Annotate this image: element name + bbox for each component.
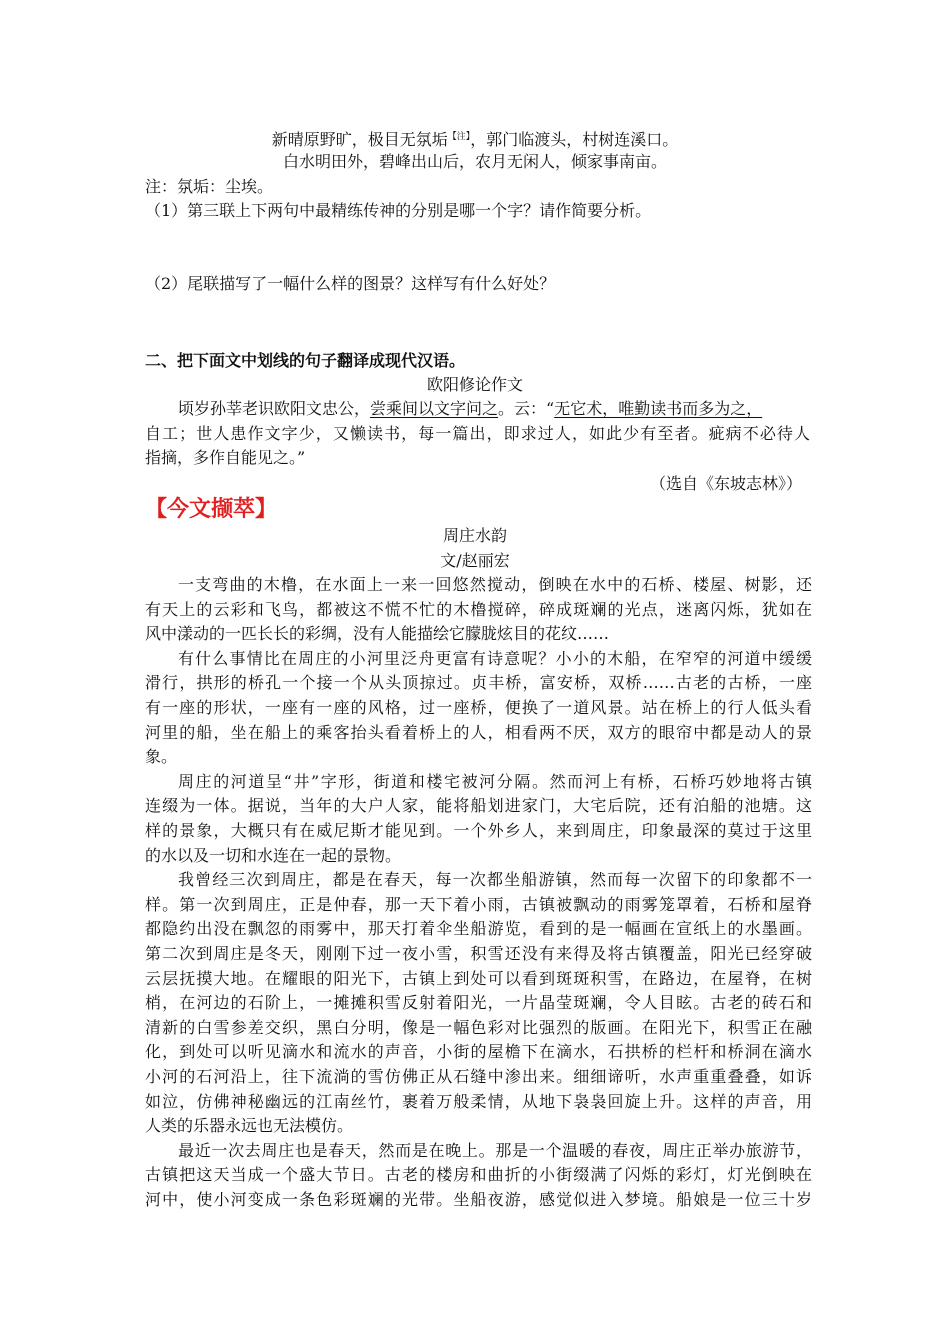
poem-line-1-part-a: 新晴原野旷，极目无氛垢 [271,130,448,149]
article-line [145,894,812,916]
article-author: 文/赵丽宏 [440,551,510,570]
article-line-text: 都隐约出没在飘忽的雨雾中，那天打着伞坐船游览，看到的是一幅画在宣纸上的水墨画。 [145,919,812,939]
article-line [145,1115,812,1137]
article-line [178,648,812,670]
article-line [178,771,812,793]
section-2-line-3: 指摘，多作自能见之。” [145,448,306,467]
question-1: （1）第三联上下两句中最精练传神的分别是哪一个字？请作简要分析。 [145,201,652,220]
underlined-sentence-2: 无它术，唯勤读书而多为之， [554,399,763,418]
section-2-heading: 二、把下面文中划线的句子翻译成现代汉语。 [145,351,466,370]
text-run: 顷岁孙莘老识欧阳文忠公， [178,399,371,418]
article-line-text: 风中漾动的一匹长长的彩绸，没有人能描绘它朦胧炫目的花纹…… [145,624,610,644]
annotation-marker: 【注】 [447,132,471,142]
article-line [145,1017,812,1039]
section-2-title: 欧阳修论作文 [426,375,523,394]
article-line [145,623,812,645]
poem-line-1-part-b: ，郭门临渡头，村树连溪口。 [470,130,679,149]
article-line [145,1041,812,1063]
article-line-text: 云层抚摸大地。在耀眼的阳光下，古镇上到处可以看到斑斑积雪，在路边，在屋脊，在树 [145,968,812,988]
article-line-text: 化，到处可以听见滴水和流水的声音，小街的屋檐下在滴水，石拱桥的栏杆和桥洞在滴水 [145,1042,812,1062]
article-line [145,820,812,842]
article-line-text: 最近一次去周庄也是春天，然而是在晚上。那是一个温暖的春夜，周庄正举办旅游节， [178,1140,812,1160]
article-line [145,1189,812,1211]
article-line-text: 样的景象，大概只有在威尼斯才能见到。一个外乡人，来到周庄，印象最深的莫过于这里 [145,821,812,840]
article-line-text: 一支弯曲的木橹，在水面上一来一回悠然搅动，倒映在水中的石桥、楼屋、树影，还 [178,575,812,594]
question-2: （2）尾联描写了一幅什么样的图景？这样写有什么好处？ [145,274,556,293]
article-line [145,845,812,867]
article-line-text: 有什么事情比在周庄的小河里泛舟更富有诗意呢？小小的木船，在窄窄的河道中缓缓 [178,648,812,668]
underlined-sentence-1: 尝乘间以文字问之 [370,399,499,418]
section-2-line-2 [145,423,810,445]
text-run: 自工；世人患作文字少，又懒读书，每一篇出，即求过人，如此少有至者。疵病不必待人 [145,424,810,443]
article-line-text: 连缀为一体。据说，当年的大户人家，能将船划进家门，大宅后院，还有泊船的池塘。这 [145,796,812,816]
article-line-text: 我曾经三次到周庄，都是在春天，每一次都坐船游镇，然而每一次留下的印象都不一 [178,870,812,890]
article-line-text: 清新的白雪参差交织，黑白分明，像是一幅色彩对比强烈的版画。在阳光下，积雪正在融 [145,1017,812,1037]
article-line-text: 滑行，拱形的桥孔一个接一个从头顶掠过。贞丰桥，富安桥，双桥……古老的古桥，一座 [145,673,812,693]
article-line [145,992,812,1014]
article-line-text: 河中，使小河变成一条色彩斑斓的光带。坐船夜游，感觉似进入梦境。船娘是一位三十岁 [145,1190,812,1209]
article-line [145,599,812,621]
article-line-text: 有一座的形状，一座有一座的风格，过一座桥，便换了一道风景。站在桥上的行人低头看 [145,698,812,717]
article-line-text: 有天上的云彩和飞鸟，都被这不慌不忙的木橹搅碎，碎成斑斓的光点，迷离闪烁，犹如在 [145,599,812,619]
article-line-text: 梢，在河边的石阶上，一摊摊积雪反射着阳光，一片晶莹斑斓，令人目眩。古老的砖石和 [145,993,812,1013]
section-2-line-1 [178,398,812,420]
article-line-text: 人类的乐器永远也无法模仿。 [145,1116,354,1136]
article-line-text: 第二次到周庄是冬天，刚刚下过一夜小雪，积雪还没有来得及将古镇覆盖，阳光已经穿破 [145,944,812,963]
article-line-text: 古镇把这天当成一个盛大节日。古老的楼房和曲折的小街缀满了闪烁的彩灯，灯光倒映在 [145,1165,812,1185]
article-line [178,574,812,596]
section-2-source: （选自《东坡志林》） [649,474,802,493]
article-line [145,697,812,719]
article-line [145,722,812,744]
article-line [145,1164,812,1186]
article-line-text: 小河的石河沿上，往下流淌的雪仿佛正从石缝中渗出来。细细谛听，水声重重叠叠，如诉 [145,1067,812,1086]
poem-line-2: 白水明田外，碧峰出山后，农月无闲人，倾家事南亩。 [282,152,667,171]
article-line-text: 象。 [145,747,178,767]
poem-note: 注：氛垢：尘埃。 [145,177,274,196]
article-line [145,968,812,990]
article-line [145,1066,812,1088]
section-3-heading: 【今文撷萃】 [145,497,278,522]
article-line [145,746,812,768]
poem-line-1 [0,126,950,151]
article-line [145,1091,812,1113]
article-line [178,869,812,891]
article-line-text: 周庄的河道呈“井”字形，街道和楼宅被河分隔。然而河上有桥，石桥巧妙地将古镇 [178,771,812,791]
article-line-text: 如泣，仿佛神秘幽远的江南丝竹，裹着万般柔情，从地下袅袅回旋上升。这样的声音，用 [145,1091,812,1111]
article-line-text: 河里的船，坐在船上的乘客抬头看着桥上的人，相看两不厌，双方的眼帘中都是动人的景 [145,722,812,742]
article-title: 周庄水韵 [442,526,507,545]
article-line-text: 样。第一次到周庄，正是仲春，那一天下着小雨，古镇被飘动的雨雾笼罩着，石桥和屋脊 [145,894,812,914]
article-line-text: 的水以及一切和水连在一起的景物。 [145,845,402,865]
article-line [145,943,812,965]
article-line [145,918,812,940]
article-line [145,795,812,817]
text-run: 。云：“ [498,399,555,418]
article-line [178,1140,812,1162]
article-line [145,672,812,694]
